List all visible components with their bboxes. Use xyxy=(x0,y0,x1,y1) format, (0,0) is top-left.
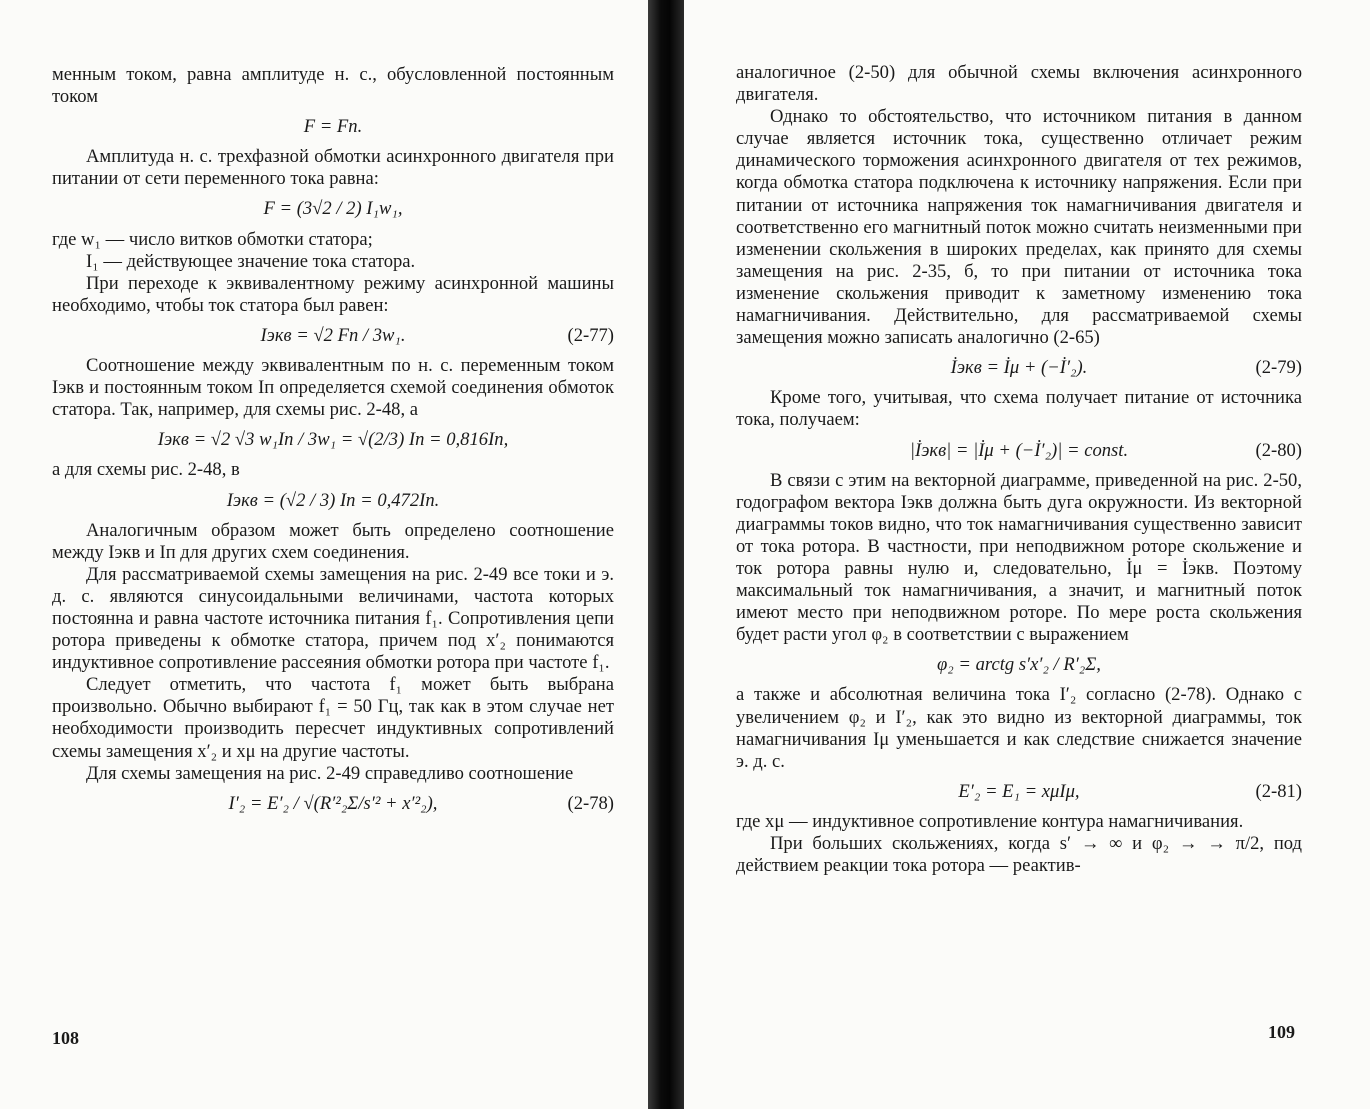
paragraph: где xμ — индуктивное сопротивление контура намагничивания. xyxy=(736,810,1244,832)
paragraph: Для схемы замещения на рис. 2-49 справедливо соотношение xyxy=(86,762,574,784)
paragraph: Амплитуда н. с. трехфазной обмотки асинхронного двигателя при питании от сети переменного тока равна: xyxy=(52,146,614,190)
equation xyxy=(736,781,1302,803)
paragraph: В связи с этим на векторной диаграмме, приведенной на рис. 2-50, годографом вектора Iэкв должна быть дуга окружности. Из векторной диаграммы токов видно, что ток намагничивания существенно зависит от тока ротора. В частности, при неподвижном роторе скольжение и ток ротора равны нулю и, следовательно, İμ = İэкв. Поэтому максимальный ток намагничивания, а значит, и магнитный поток имеют место при неподвижном роторе. По мере роста скольжения будет расти угол φ₂ в соответствии с выражением xyxy=(736,469,1302,646)
equation xyxy=(52,116,614,138)
equation-formula: F = Fп. xyxy=(303,116,363,138)
equation xyxy=(736,440,1302,462)
paragraph: Кроме того, учитывая, что схема получает питание от источника тока, получаем: xyxy=(736,387,1302,431)
equation-number: (2-78) xyxy=(567,792,614,814)
equation xyxy=(52,793,614,815)
equation xyxy=(52,325,614,347)
book-spine-shadow xyxy=(648,0,684,1109)
left-page-text xyxy=(52,64,614,823)
equation-formula: E′₂ = E₁ = xμIμ, xyxy=(958,780,1080,802)
paragraph: Для рассматриваемой схемы замещения на рис. 2-49 все токи и э. д. с. являются синусоидальными величинами, частота которых постоянна и равна частоте источника питания f₁. Сопротивления цепи ротора приведены к обмотке статора, причем под x′₂ понимаются индуктивное сопротивление рассеяния обмотки ротора при частоте f₁. xyxy=(52,563,614,674)
paragraph: а также и абсолютная величина тока I′₂ согласно (2-78). Однако с увеличением φ₂ и I′₂, как это видно из векторной диаграммы, ток намагничивания Iμ уменьшается и как следствие снижается значение э. д. с. xyxy=(736,684,1302,772)
paragraph: а для схемы рис. 2-48, в xyxy=(52,459,240,481)
right-page xyxy=(690,0,1370,1109)
equation-number: (2-79) xyxy=(1255,357,1302,379)
paragraph: менным током, равна амплитуде н. с., обусловленной постоянным током xyxy=(52,64,614,108)
left-page xyxy=(0,0,650,1109)
paragraph: Соотношение между эквивалентным по н. с. переменным током Iэкв и постоянным током Iп определяется схемой соединения обмоток статора. Так, например, для схемы рис. 2-48, а xyxy=(52,355,614,421)
paragraph: аналогичное (2-50) для обычной схемы включения асинхронного двигателя. xyxy=(736,62,1302,106)
left-page-number: 108 xyxy=(52,1028,79,1048)
equation-number: (2-81) xyxy=(1255,780,1302,802)
equation-formula: Iэкв = √2 √3 w₁Iп / 3w₁ = √(2/3) Iп = 0,816Iп, xyxy=(157,429,509,451)
equation-formula: |İэкв| = |İμ + (−İ′₂)| = const. xyxy=(909,439,1129,461)
equation xyxy=(52,490,614,512)
equation-formula: φ₂ = arctg s′x′₂ / R′₂Σ, xyxy=(937,654,1101,676)
equation-number: (2-77) xyxy=(567,324,614,346)
paragraph: При переходе к эквивалентному режиму асинхронной машины необходимо, чтобы ток статора был равен: xyxy=(52,272,614,316)
equation-formula: I′₂ = E′₂ / √(R′²₂Σ/s′² + x′²₂), xyxy=(228,792,438,814)
equation-formula: Iэкв = √2 Fп / 3w₁. xyxy=(260,324,406,346)
equation-formula: F = (3√2 / 2) I₁w₁, xyxy=(263,198,403,220)
paragraph: При больших скольжениях, когда s′ → ∞ и φ₂ → → π/2, под действием реакции тока ротора — реактив- xyxy=(736,833,1302,877)
equation xyxy=(736,654,1302,676)
equation-formula: İэкв = İμ + (−İ′₂). xyxy=(950,357,1088,379)
equation xyxy=(52,198,614,220)
equation xyxy=(736,357,1302,379)
paragraph: I₁ — действующее значение тока статора. xyxy=(86,250,416,272)
right-page-number: 109 xyxy=(1268,1022,1295,1042)
paragraph: Однако то обстоятельство, что источником питания в данном случае является источник тока, существенно отличает режим динамического торможения асинхронного двигателя от тех режимов, когда обмотка статора подключена к источнику напряжения. Если при питании от источника напряжения ток намагничивания двигателя и соответственно его магнитный поток можно считать неизменными при изменении скольжения в широких пределах, как принято для схемы замещения на рис. 2-35, б, то при питании от источника тока изменение скольжения приводит к заметному изменению тока намагничивания. Действительно, для рассматриваемой схемы замещения можно записать аналогично (2-65) xyxy=(736,106,1302,349)
equation xyxy=(52,429,614,451)
equation-number: (2-80) xyxy=(1255,439,1302,461)
paragraph: где w₁ — число витков обмотки статора; xyxy=(52,228,373,250)
equation-formula: Iэкв = (√2 / 3) Iп = 0,472Iп. xyxy=(226,489,440,511)
right-page-text xyxy=(736,62,1302,877)
paragraph: Аналогичным образом может быть определено соотношение между Iэкв и Iп для других схем соединения. xyxy=(52,519,614,563)
paragraph: Следует отметить, что частота f₁ может быть выбрана произвольно. Обычно выбирают f₁ = 50 Гц, так как в этом случае нет необходимости производить пересчет индуктивных сопротивлений схемы замещения x′₂ и xμ на другие частоты. xyxy=(52,674,614,762)
